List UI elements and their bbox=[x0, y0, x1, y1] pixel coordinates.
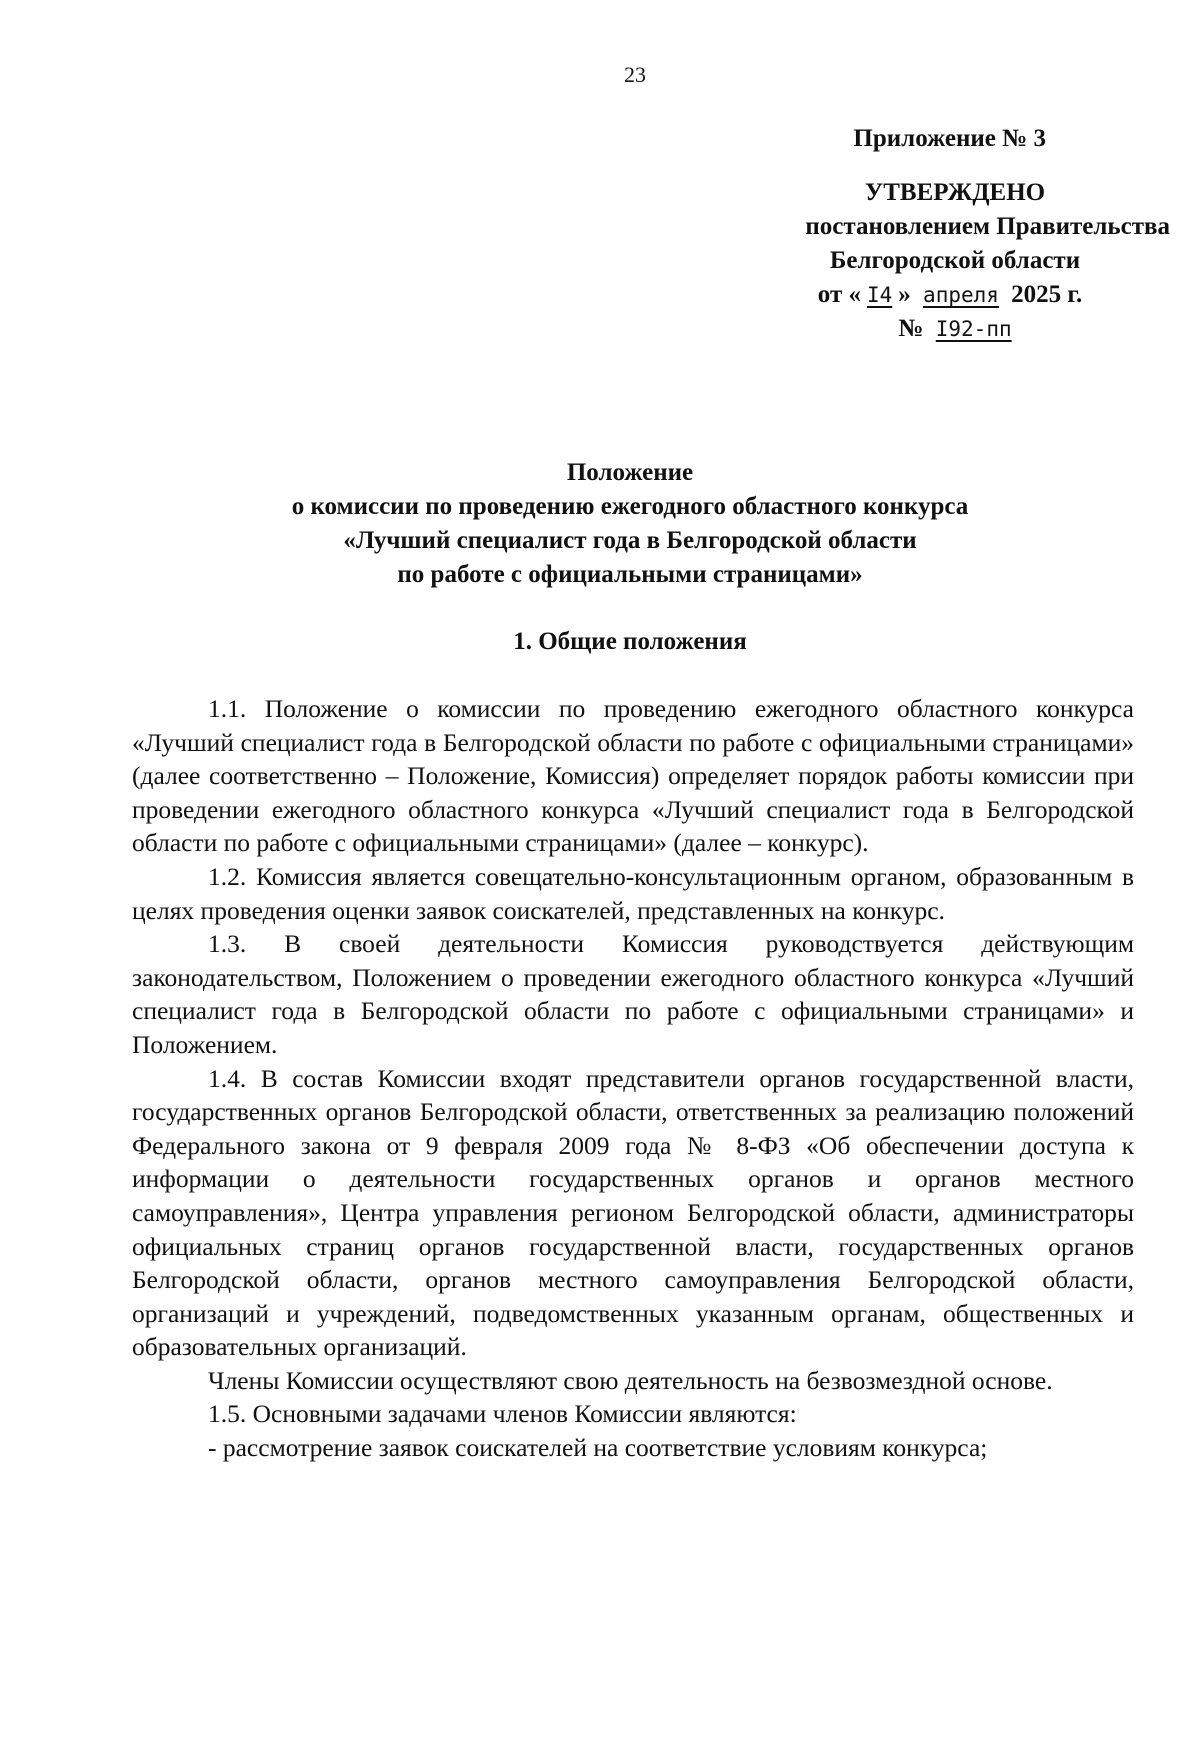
date-year: 2025 г. bbox=[1011, 281, 1083, 308]
approved-heading: УТВЕРЖДЕНО bbox=[864, 179, 1046, 206]
paragraph-1-2: 1.2. Комиссия является совещательно-консультационным органом, образованным в целях проведения оценки заявок соискателей, представленных на конкурс. bbox=[132, 861, 1134, 925]
date-day: I4 bbox=[867, 283, 893, 307]
paragraph-1-1: 1.1. Положение о комиссии по проведению ежегодного областного конкурса «Лучший специалист года в Белгородской области по работе с официальными страницами» (далее соответственно – Положение, Комиссия) определяет порядок работы комиссии при проведении ежегодного областного конкурса «Лучший специалист года в Белгородской области по работе с официальными страницами» (далее – конкурс). bbox=[132, 694, 1134, 858]
paragraph-members: Члены Комиссии осуществляют свою деятельность на безвозмездной основе. bbox=[208, 1365, 1053, 1395]
approval-stamp bbox=[700, 122, 1170, 346]
approved-by-line: постановлением Правительства bbox=[805, 213, 1170, 240]
paragraph-1-4: 1.4. В состав Комиссии входят представители органов государственной власти, государственных органов Белгородской области, ответственных за реализацию положений Федерального закона от 9 февраля 2009 года № 8-ФЗ «Об обеспечении доступа к информации о деятельности государственных органов и органов местного самоуправления», Центра управления регионом Белгородской области, администраторы официальных страниц органов государственной власти, государственных органов Белгородской области, органов местного самоуправления Белгородской области, организаций и учреждений, подведомственных указанным органам, общественных и образовательных организаций. bbox=[132, 1063, 1134, 1362]
number-prefix: № bbox=[898, 315, 924, 342]
title-line-3: «Лучший специалист года в Белгородской области bbox=[343, 527, 917, 554]
title-line-4: по работе с официальными страницами» bbox=[397, 561, 863, 588]
paragraph-1-3: 1.3. В своей деятельности Комиссия руководствуется действующим законодательством, Положением о проведении ежегодного областного конкурса «Лучший специалист года в Белгородской области по работе с официальными страницами» и Положением. bbox=[132, 929, 1134, 1059]
number-value: I92-пп bbox=[935, 317, 1012, 341]
document-title bbox=[130, 456, 1130, 592]
annex-label: Приложение № 3 bbox=[853, 125, 1046, 152]
title-line-1: Положение bbox=[566, 459, 694, 486]
date-prefix: от « bbox=[817, 281, 861, 308]
date-mid: » bbox=[898, 281, 911, 308]
paragraph-1-5: 1.5. Основными задачами членов Комиссии являются: bbox=[208, 1399, 797, 1429]
approved-region-line: Белгородской области bbox=[829, 247, 1081, 274]
title-line-2: о комиссии по проведению ежегодного областного конкурса bbox=[291, 493, 969, 520]
approval-number bbox=[700, 312, 1170, 346]
approval-date bbox=[700, 278, 1170, 312]
list-item: - рассмотрение заявок соискателей на соответствие условиям конкурса; bbox=[208, 1433, 988, 1463]
document-body bbox=[132, 692, 1134, 1465]
section-heading: 1. Общие положения bbox=[513, 628, 747, 655]
date-month: апреля bbox=[923, 283, 999, 307]
page-number: 23 bbox=[624, 62, 646, 87]
